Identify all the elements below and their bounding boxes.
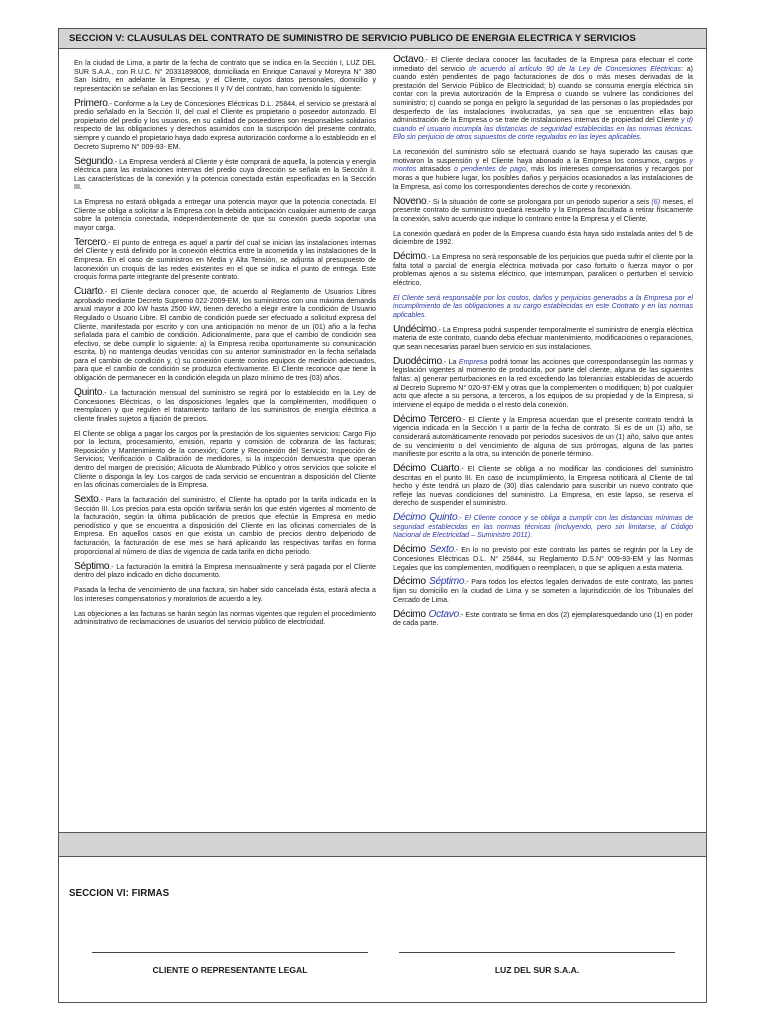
clause-cuarto: Cuarto.- El Cliente declara conocer que, de acuerdo al Reglamento de Usuarios Libres aprobado mediante Decreto Supremo 022-2009-EM, los suministros con una máxima demanda anual mayor a 200 kW hasta 2500 kW, tienen derecho a elegir entre la condición de Usuario Regulado o Usuario Libre. El cambio de condición puede ser efectuado a solicitud expresa del Cliente, manifestada por escrito y con una anticipación no menor de un (01) año a la fecha señalada para el cambio de condición. Adicionalmente, para que el cambio de condición sea efectivo, se debe cumplir lo siguiente: a) la Empresa reciba oportunamente su comunicación escrita, b) no mantenga deudas vencidas con su anterior suministrador en la fecha señalada para el cambio de condición y, c) su conexión cuente conlos equipos de medición adecuados, para que el cambio de condición se produzca efectivamente. El Cliente reconoce que tiene la obligación de permanecer en la condición elegida un plazo mínimo de tres (03) años. — [74, 286, 376, 383]
clause-noveno: Noveno.- Si la situación de corte se prolongara por un periodo superior a seis (6) meses, el presente contrato de suministro quedará resuelto y la Empresa facultada a retirar físicamente la conexión, salvo acuerdo que indique lo contrario entre la Empresa y el Cliente. — [393, 195, 693, 223]
clause-heading: Primero — [74, 97, 108, 109]
clause-primero: Primero.- Conforme a la Ley de Concesiones Eléctricas D.L. 25844, el servicio se prestará al predio señalado en la Sección II, del cual el Cliente es propietario o poseedor autorizado. El propietario del predio y los usuarios, en su calidad de poseedores son responsables solidarios respecto de las obligaciones y derechos asumidos con la suscripción del presente contrato, siempre y cuando el propietario haya dado expresa autorización conforme a lo establecido en el Decreto Supremo N° 009-93- EM. — [74, 97, 376, 151]
clause-heading: Décimo — [393, 251, 426, 263]
clause-heading: Décimo — [393, 608, 429, 620]
company-signature-label: LUZ DEL SUR S.A.A. — [494, 965, 580, 975]
clause-decimo-italic: El Cliente será responsable por los costos, daños y perjuicios generados a la Empresa por el incumplimiento de las obligaciones a su cargo establecidas en este Contrato y en las normas aplicables. — [393, 293, 693, 319]
clause-heading: Octavo — [393, 54, 424, 65]
clause-decimo-octavo: Décimo Octavo.- Este contrato se firma en dos (2) ejemplaresquedando uno (1) en poder de cada parte. — [393, 608, 693, 628]
clause-heading: Cuarto — [74, 286, 103, 298]
section-vi-title: SECCION VI: FIRMAS — [69, 888, 170, 899]
clause-heading: Duodécimo — [393, 355, 442, 367]
intro-paragraph: En la ciudad de Lima, a partir de la fecha de contrato que se indica en la Sección I, LUZ DEL SUR S.A.A., con R.U.C. N° 20331898008, domiciliada en Enrique Canaval y Moreyra N° 380 San Isidro, en adelante la Empresa, y el Cliente, cuyos datos personales, domicilio y representación se señalan en las Secciones II y IV del contrato, han convenido lo siguiente: — [74, 59, 376, 93]
clause-decimo-tercero: Décimo Tercero.- El Cliente y la Empresa acuerdan que el presente contrato tendrá la vigencia indicada en la Sección I a partir de la fecha de contrato. Si es de un (1) año, se considerará automáticamente renovado por periodos sucesivos de un (1) año, salvo que antes de su vencimiento o del vencimiento de alguna de sus prórrogas, alguna de las partes manifieste por escrito a la otra, su intención de ponerle término. — [393, 413, 693, 459]
clause-decimo-cuarto: Décimo Cuarto.- El Cliente se obliga a no modificar las condiciones del suministro descritas en el punto III. En caso de incumplimiento, la Empresa notificará al Cliente de tal hecho y éste tendrá un plazo de (30) días calendario para suscribir un nuevo contrato que refleje las nuevas condiciones del suministro. La Empresa, en este lapso, se reserva el derecho de suspender el suministro. — [393, 463, 694, 508]
clauses-section — [59, 49, 706, 833]
clause-duodecimo: Duodécimo.- La Empresa podrá tomar las acciones que correspondansegún las normas y legislación vigentes al momento de producida, por parte del cliente, alguna de las siguientes faltas: a) generar perturbaciones en la red excediendo las tolerancias establecidas de acuerdo al Decreto Supremo N° 020-97-EM y otras que la complementen o modifiquen; b) por cualquier acto que afecte a su persona, a terceros, a los equipos de su propiedad y de la Empresa, si interviene el equipo de medida o el resto dela conexión. — [393, 355, 693, 409]
clause-segundo-b: La Empresa no estará obligada a entregar una potencia mayor que la potencia conectada. El Cliente se obliga a solicitar a la Empresa con la debida anticipación cualquier aumento de carga sobre la potencia conectada, independientemente de que su conexión pueda soportar una mayor carga. — [74, 198, 376, 232]
clause-heading: Décimo — [393, 576, 429, 588]
signatures-section — [59, 857, 706, 1002]
clause-heading: Sexto — [74, 494, 99, 506]
clause-heading: Noveno — [393, 195, 427, 207]
separator-bar — [59, 833, 706, 857]
contract-page — [58, 28, 707, 1003]
clause-septimo-c: Las objeciones a las facturas se harán según las normas vigentes que regulen el procedimiento administrativo de reclamaciones de usuarios del servicio público de electricidad. — [74, 609, 376, 627]
left-column — [74, 59, 376, 633]
right-column — [393, 54, 694, 634]
clause-septimo: Séptimo.- La facturación la emitirá la Empresa mensualmente y será pagada por el Cliente dentro del plazo indicado en dicho documento. — [74, 560, 376, 580]
clause-decimo-sexto: Décimo Sexto.- En lo no previsto por este contrato las partes se regirán por la Ley de Concesiones Eléctricas D.L. N° 25844, su Reglamento D.S.N° 009-93-EM y las Normas Legales que los complementen, modifiquen o reemplacen, o que se apliquen a esta materia. — [393, 544, 694, 572]
client-signature-line — [92, 952, 368, 953]
clause-quinto-b: El Cliente se obliga a pagar los cargos por la prestación de los siguientes servicios: Cargo Fijo por la lectura, procesamiento, emisión, reparto y comisión de cobranza de las facturas; Reposición y Mantenimiento de la conexión; Corte y Reconexión del Servicio; Inspección de Servicios; Verificación o Calibración de medidores, si la inspección demuestra que operan dentro del margen de precisión; Alícuota de Alumbrado Público y otros servicios que solicite el Cliente o disponga la ley. Los cargos de cada servicio se encuentran a disposición del Cliente en las oficinas comerciales de la Empresa. — [74, 429, 376, 490]
clause-heading: Décimo Cuarto — [393, 463, 460, 475]
clause-heading: Undécimo — [393, 323, 437, 335]
clause-heading: Séptimo — [74, 560, 110, 572]
clause-heading: Tercero — [74, 236, 106, 248]
clause-heading: Quinto — [74, 386, 103, 398]
clause-heading: Décimo Tercero — [393, 413, 461, 425]
section-v-title: SECCION V: CLAUSULAS DEL CONTRATO DE SUMINISTRO DE SERVICIO PUBLICO DE ENERGIA ELECTRICA Y SERVICIOS — [59, 29, 706, 49]
clause-undecimo: Undécimo.- La Empresa podrá suspender temporalmente el suministro de energía eléctrica materia de este contrato, cuando deba efectuar mantenimiento, modificaciones o reparaciones, que sean necesarias parael buen servicio en sus instalaciones. — [393, 323, 693, 351]
clause-decimo: Décimo.- La Empresa no será responsable de los perjuicios que pueda sufrir el cliente por la falta total o parcial de energía eléctrica motivada por caso fortuito o fuerza mayor o por problemas ajenos a su sistema eléctrico, que interrumpan, paralicen o perturben el servicio eléctrico. — [393, 251, 693, 287]
clause-decimo-septimo: Décimo Séptimo.- Para todos los efectos legales derivados de este contrato, las partes fijan su domicilio en la ciudad de Lima y se someten a lajurisdicción de los Tribunales del Cercado de Lima. — [393, 576, 693, 604]
client-signature-label: CLIENTE O REPRESENTANTE LEGAL — [152, 965, 308, 975]
clause-decimo-quinto: Décimo Quinto.- El Cliente conoce y se obliga a cumplir con las distancias mínimas de seguridad establecidas en las normas técnicas (incluyendo, pero sin limitarse, al Código Nacional de Electricidad – Suministro 2011). — [393, 512, 693, 540]
clause-octavo-b: La reconexión del suministro sólo se efectuará cuando se haya superado las causas que motivaron la suspensión y el Cliente haya abonado a la Empresa los consumos, cargos y montos atrasados o pendientes de pago, más los intereses compensatorios y recargos por moras a que hubiere lugar, los posibles daños y perjuicios ocasionados a las instalaciones de la Empresa, así como los correspondientes derechos de corte y reconexión. — [393, 148, 693, 191]
clause-sexto: Sexto.- Para la facturación del suministro, el Cliente ha optado por la tarifa indicada en la Sección III. Los precios para esta opción tarifaria serán los que estén vigentes al momento de la facturación, según la última publicación de precios que efectúe la Empresa en medio periodístico y que se encuentra a disposición del Cliente en las oficinas comerciales de la Empresa. En aquellos casos en que exista un cambio de precios dentro delperiodo de facturación, la facturación de ese mes se hará aplicando las respectivas tarifas en forma proporcional al número de días de vigencia de cada tarifa en dicho periodo. — [74, 494, 376, 556]
clause-heading: Segundo — [74, 155, 113, 167]
clause-tercero: Tercero.- El punto de entrega es aquel a partir del cual se inician las instalaciones internas del Cliente y está definido por la conexión eléctrica entre la acometida y las instalaciones de la Empresa. En el caso de suministros en Media y Alta Tensión, se adjunta al presupuesto de laconexión un croquis de las redes existentes en el que se indica el punto de entrega. Este croquis forma parte integrante del presente contrato. — [74, 236, 376, 282]
clause-segundo: Segundo.- La Empresa venderá al Cliente y éste comprará de aquella, la potencia y energía eléctrica para las instalaciones internas del predio cuya dirección se señala en la Sección II. Las características de la conexión y la potencia conectada están especificadas en la Sección III. — [74, 155, 376, 192]
clause-noveno-b: La conexión quedará en poder de la Empresa cuando ésta haya sido instalada antes del 5 de diciembre de 1992. — [393, 229, 693, 247]
clause-heading: Décimo Quinto — [393, 512, 458, 524]
clause-heading: Décimo — [393, 544, 430, 556]
clause-septimo-b: Pasada la fecha de vencimiento de una factura, sin haber sido cancelada ésta, estará afecta a los intereses compensatorios y moratorios de acuerdo a ley. — [74, 586, 376, 603]
clause-quinto: Quinto.- La facturación mensual del suministro se regirá por lo establecido en la Ley de Concesiones Eléctricas, o las disposiciones legales que la complementen, modifiquen o reemplacen y que regulen el tratamiento tarifario de los suministros de energía eléctrica a cliente finales sujetos a fijación de precios. — [74, 386, 376, 423]
company-signature-line — [399, 952, 675, 953]
clause-octavo: Octavo.- El Cliente declara conocer las facultades de la Empresa para efectuar el corte inmediato del servicio de acuerdo al artículo 90 de la Ley de Concesiones Eléctricas: a) cuando estén pendientes de pago facturaciones de dos o más meses derivadas de la prestación del Servicio Público de Electricidad; b) cuando se consuma energía eléctrica sin contar con la previa autorización de la Empresa o cuando se vulnere las condiciones del suministro; c) cuando se ponga en peligro la seguridad de las personas o las propiedades por desperfecto de las instalaciones involucradas, ya sea que se encuentren ellas bajo administración de la Empresa o se trate de instalaciones internas de propiedad del Cliente y d) cuando el usuario incumpla las distancias de seguridad establecidas en las normas técnicas. Ello sin perjuicio de otros supuestos de corte regulados en las leyes aplicables. — [393, 54, 694, 142]
